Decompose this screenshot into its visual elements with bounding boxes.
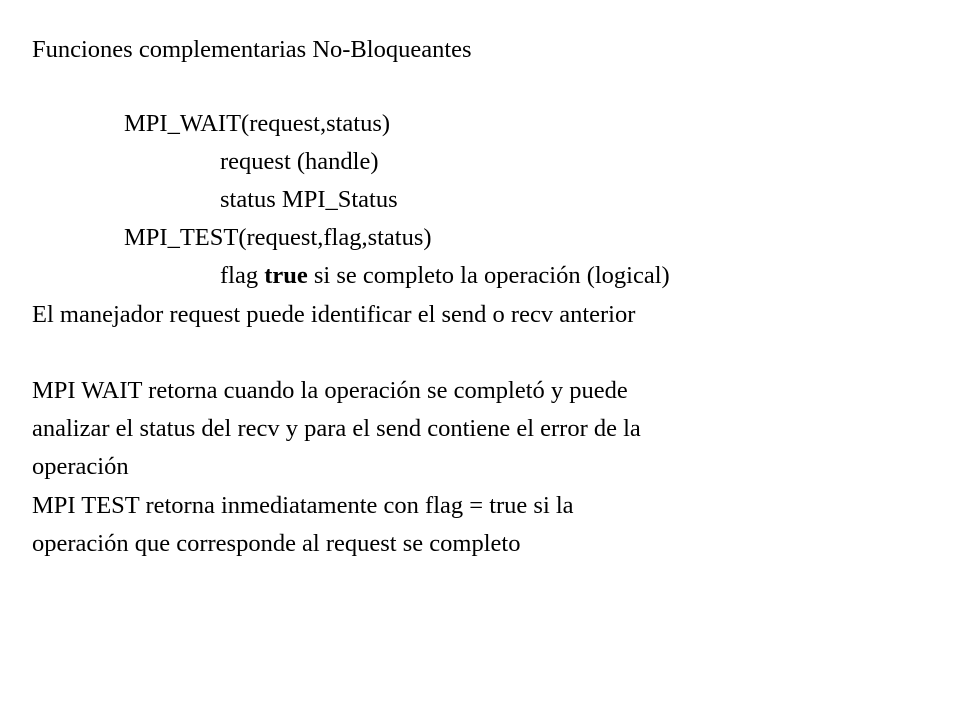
test-desc-line: MPI TEST retorna inmediatamente con flag = true si la [32, 492, 574, 519]
test-desc-line: operación que corresponde al request se completo [32, 530, 521, 557]
flag-param-suffix: si se completo la operación (logical) [307, 262, 670, 289]
flag-param-bold-word: true [264, 262, 308, 289]
wait-desc-line: MPI WAIT retorna cuando la operación se completó y puede [32, 377, 628, 404]
mpi-test-signature: MPI_TEST(request,flag,status) [124, 224, 432, 251]
status-param: status MPI_Status [220, 186, 398, 213]
request-param: request (handle) [220, 148, 379, 175]
wait-desc-line: operación [32, 453, 129, 480]
mpi-wait-signature: MPI_WAIT(request,status) [124, 110, 391, 137]
slide-title: Funciones complementarias No-Bloqueantes [32, 36, 472, 63]
wait-desc-line: analizar el status del recv y para el send contiene el error de la [32, 415, 641, 442]
flag-param [220, 259, 670, 293]
flag-param-prefix: flag [220, 262, 265, 289]
handle-note: El manejador request puede identificar el send o recv anterior [32, 301, 636, 328]
